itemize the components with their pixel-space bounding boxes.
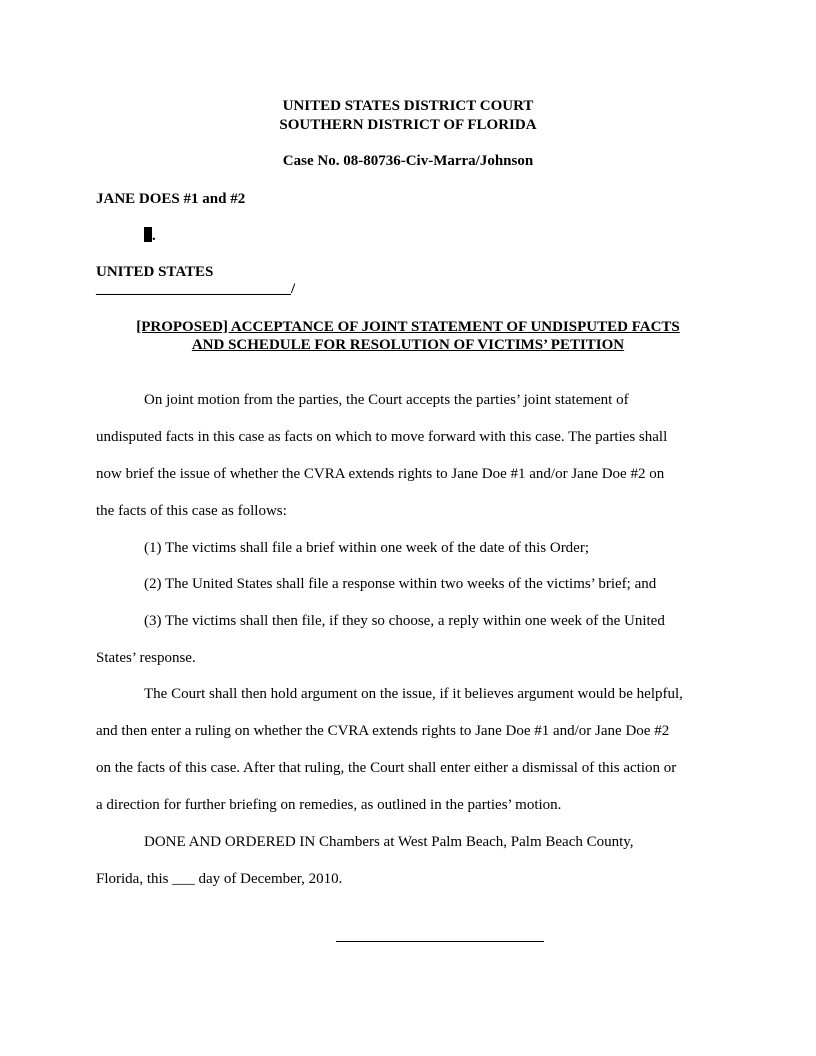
versus-line [144, 227, 156, 245]
paragraph-1-line-4: the facts of this case as follows: [96, 503, 287, 519]
caption-rule: __________________________/ [96, 281, 296, 297]
list-item-3-line-1: (3) The victims shall then file, if they so choose, a reply within one week of the United [144, 613, 665, 629]
paragraph-2-line-2: and then enter a ruling on whether the CVRA extends rights to Jane Doe #1 and/or Jane Doe #2 [96, 723, 670, 739]
redaction-block [144, 227, 152, 242]
paragraph-2-line-1: The Court shall then hold argument on the issue, if it believes argument would be helpful, [144, 686, 683, 702]
defendant: UNITED STATES [96, 264, 214, 280]
list-item-1: (1) The victims shall file a brief within one week of the date of this Order; [144, 540, 590, 556]
paragraph-2-line-4: a direction for further briefing on remedies, as outlined in the parties’ motion. [96, 797, 562, 813]
paragraph-2-line-3: on the facts of this case. After that ruling, the Court shall enter either a dismissal of this action or [96, 760, 677, 776]
document-title-line2: AND SCHEDULE FOR RESOLUTION OF VICTIMS’ PETITION [191, 337, 625, 353]
done-and-ordered-line-2: Florida, this ___ day of December, 2010. [96, 871, 343, 887]
case-number: Case No. 08-80736-Civ-Marra/Johnson [282, 153, 534, 169]
court-name: UNITED STATES DISTRICT COURT [282, 98, 534, 114]
done-and-ordered-line-1: DONE AND ORDERED IN Chambers at West Palm Beach, Palm Beach County, [144, 834, 634, 850]
signature-line [336, 941, 544, 942]
paragraph-1-line-3: now brief the issue of whether the CVRA extends rights to Jane Doe #1 and/or Jane Doe #2 on [96, 466, 665, 482]
list-item-3-line-2: States’ response. [96, 650, 196, 666]
versus-suffix: . [152, 228, 156, 244]
list-item-2: (2) The United States shall file a response within two weeks of the victims’ brief; and [144, 576, 657, 592]
paragraph-1-line-2: undisputed facts in this case as facts on which to move forward with this case. The parties shall [96, 429, 668, 445]
court-district: SOUTHERN DISTRICT OF FLORIDA [279, 117, 537, 133]
plaintiffs: JANE DOES #1 and #2 [96, 191, 246, 207]
paragraph-1-line-1: On joint motion from the parties, the Court accepts the parties’ joint statement of [144, 392, 629, 408]
document-title-line1: [PROPOSED] ACCEPTANCE OF JOINT STATEMENT OF UNDISPUTED FACTS [136, 319, 680, 335]
